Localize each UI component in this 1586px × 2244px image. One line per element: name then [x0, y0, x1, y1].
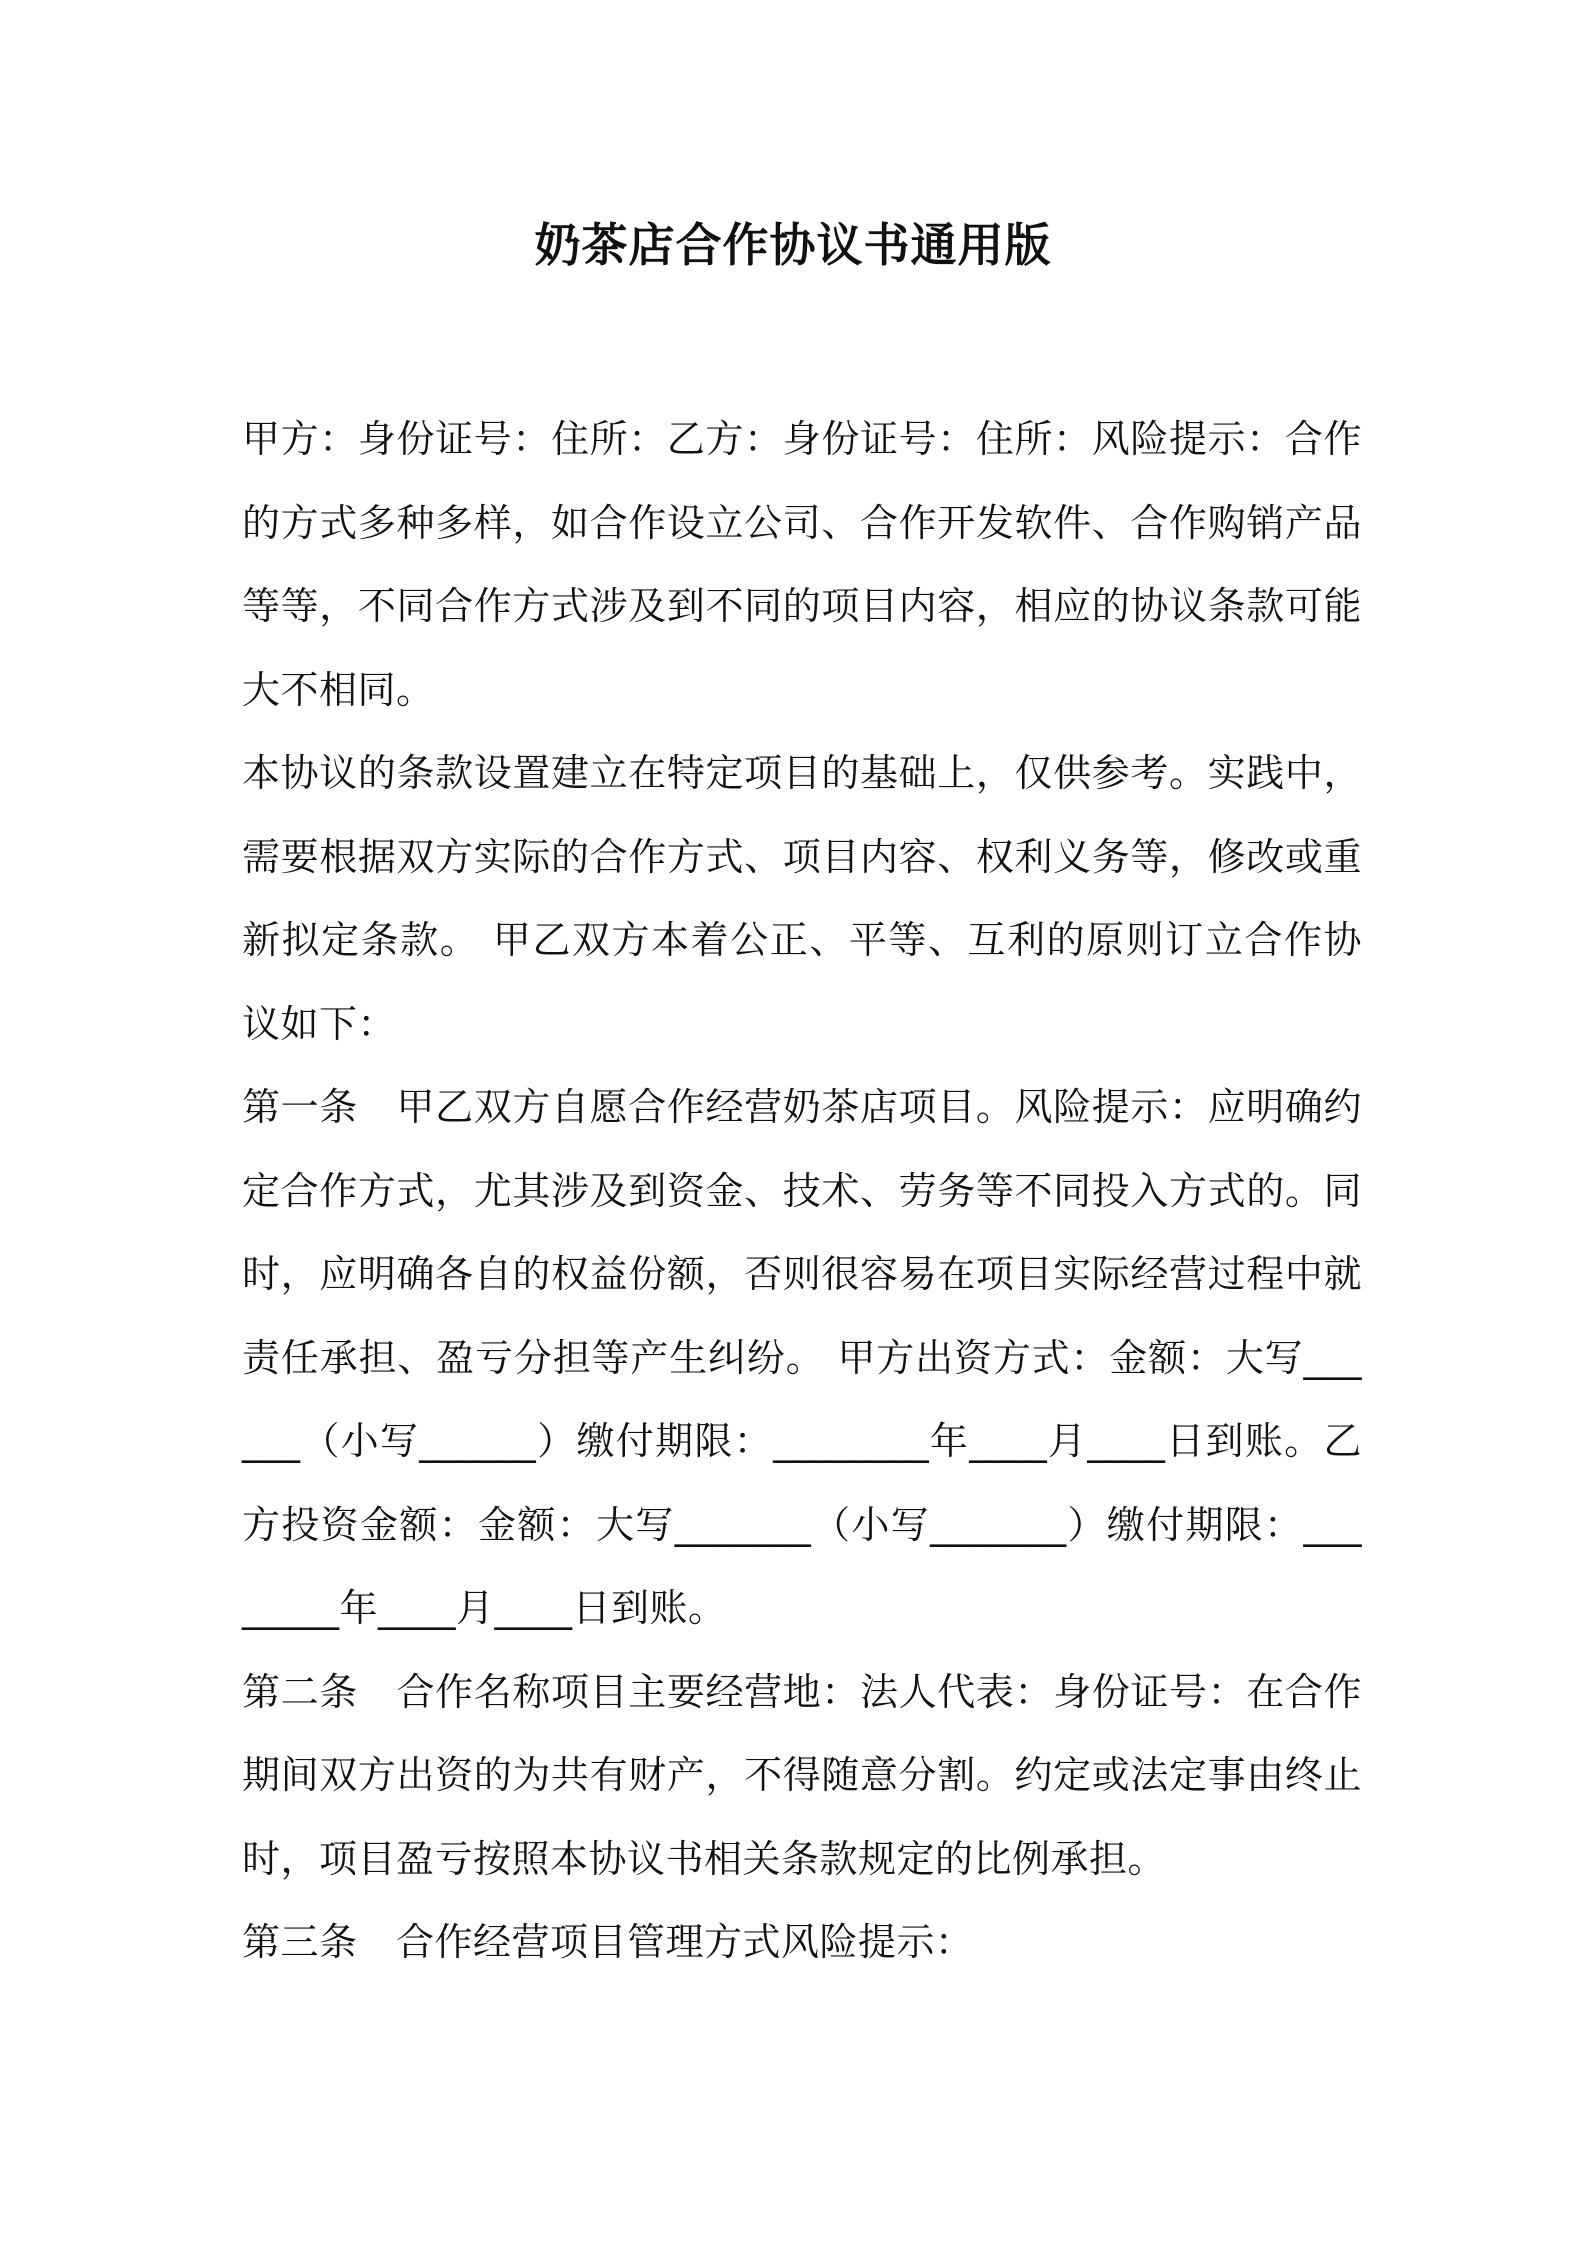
- paragraph-article-2: 第二条 合作名称项目主要经营地：法人代表：身份证号：在合作期间双方出资的为共有财产，不得随意分割。约定或法定事由终止时，项目盈亏按照本协议书相关条款规定的比例承担。: [242, 1669, 1362, 1881]
- paragraph-article-3: 第三条 合作经营项目管理方式风险提示：: [242, 1920, 974, 1964]
- paragraph-preamble: 本协议的条款设置建立在特定项目的基础上，仅供参考。实践中，需要根据双方实际的合作方式、项目内容、权利义务等，修改或重新拟定条款。 甲乙双方本着公正、平等、互利的原则订立合作协议如下：: [242, 751, 1362, 1046]
- paragraph-article-1: 第一条 甲乙双方自愿合作经营奶茶店项目。风险提示：应明确约定合作方式，尤其涉及到资金、技术、劳务等不同投入方式的。同时，应明确各自的权益份额，否则很容易在项目实际经营过程中就责任承担、盈亏分担等产生纠纷。 甲方出资方式：金额：大写______（小写______）缴付期限：________年____月____日到账。乙方投资金额：金额：大写_______（小写_______）缴付期限：________年____月____日到账。: [242, 1085, 1362, 1630]
- document-body: [242, 398, 1362, 1985]
- paragraph-parties-risk: 甲方：身份证号：住所：乙方：身份证号：住所：风险提示：合作的方式多种多样，如合作设立公司、合作开发软件、合作购销产品等等，不同合作方式涉及到不同的项目内容，相应的协议条款可能大不相同。: [242, 417, 1362, 712]
- document-title: 奶茶店合作协议书通用版: [534, 218, 1052, 272]
